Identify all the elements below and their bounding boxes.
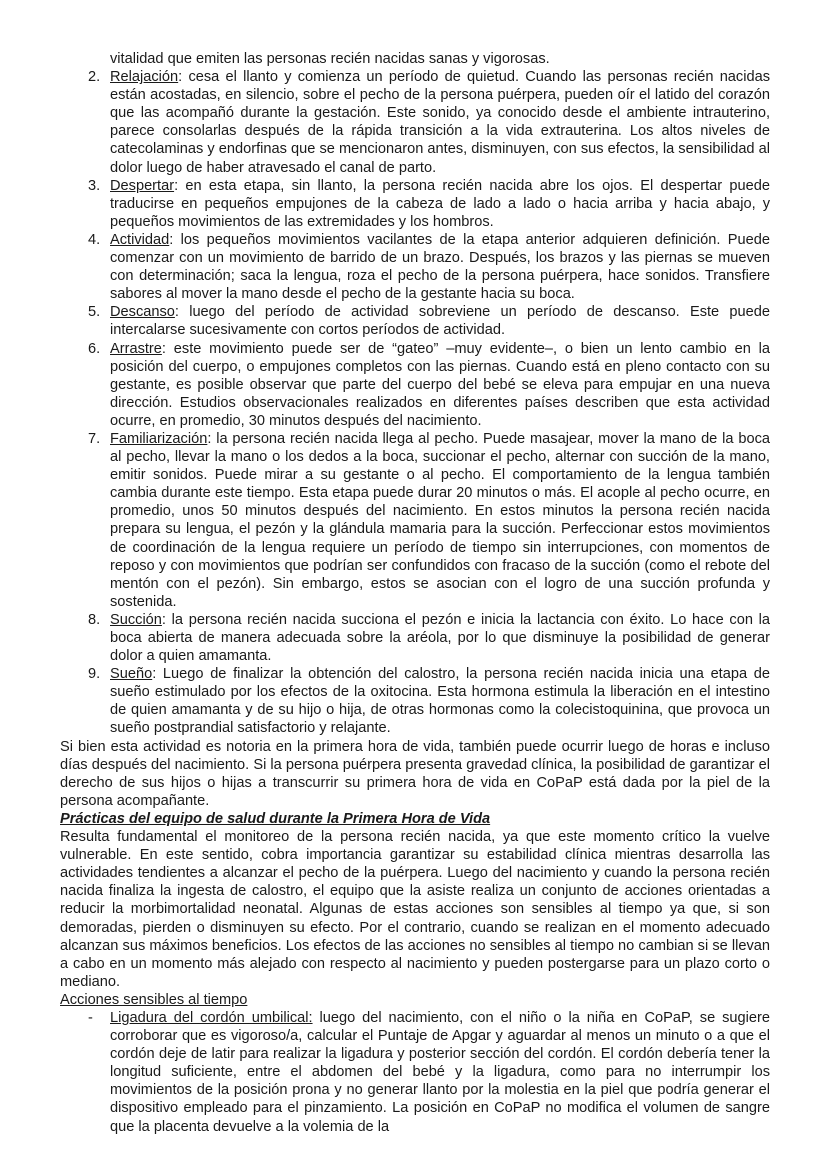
item-number: 2. xyxy=(88,69,101,86)
stage-text: : la persona recién nacida succiona el pezón e inicia la lactancia con éxito. Lo hace con la boca abierta de manera adecuada sobre la aréola, por lo que disminuye la posibilidad de generar dolor a quien amamanta. xyxy=(110,611,770,665)
stage-text: : los pequeños movimientos vacilantes de la etapa anterior adquieren definición. Puede comenzar con un movimiento de barrido de un brazo. Después, los brazos y las piernas se mueven con determinación; saca la lengua, roza el pecho de la persona puérpera, hace sonidos. Transfiere sabores al mover la mano desde el pecho de la gestante hacia su boca. xyxy=(110,231,770,303)
list-item xyxy=(60,231,770,303)
list-item xyxy=(60,68,770,177)
stage-term: Succión xyxy=(110,611,162,628)
list-item xyxy=(60,665,770,737)
continuation-text: vitalidad que emiten las personas recién nacidas sanas y vigorosas. xyxy=(110,51,550,67)
stage-text: : cesa el llanto y comienza un período de quietud. Cuando las personas recién nacidas están acostadas, en silencio, sobre el pecho de la persona puérpera, pueden oír el latido del corazón que las acompañó durante la gestación. Este sonido, ya conocido desde el ambiente intrauterino, parece consolarlas después de la rápida transición a la vida extrauterina. Los altos niveles de catecolaminas y endorfinas que se mencionaron antes, disminuyen, con sus efectos, la sensibilidad al dolor luego de haber atravesado el canal de parto. xyxy=(110,69,770,176)
action-text: luego del nacimiento, con el niño o la niña en CoPaP, se sugiere corroborar que es vigoroso/a, calcular el Puntaje de Apgar y aguardar al menos un minuto o a que el cordón deje de latir para realizar la ligadura y posterior sección del cordón. El cordón debería tener la longitud suficiente, entre el abdomen del bebé y la ligadura, como para no interrumpir los movimientos de la posición prona y no generar llanto por la molestia en la piel que podría generar el dispositivo empleado para el pinzamiento. La posición en CoPaP no modifica el volumen de sangre que la placenta devuelve a la volemia de la xyxy=(110,1009,771,1135)
stages-list xyxy=(60,68,770,737)
stage-text: : este movimiento puede ser de “gateo” –muy evidente–, o bien un lento cambio en la posición del cuerpo, o empujones completos con las piernas. Cuando está en pleno contacto con su gestante, es posible observar que parte del cuerpo del bebé se eleva para empujar en una nueva dirección. Estudios observacionales realizados en diferentes países describen que esta actividad ocurre, en promedio, 30 minutos después del nacimiento. xyxy=(110,340,770,429)
list-item xyxy=(60,611,770,665)
section-heading: Prácticas del equipo de salud durante la Primera Hora de Vida xyxy=(60,810,491,827)
stage-term: Arrastre xyxy=(110,340,162,357)
stage-term: Familiarización xyxy=(110,430,208,447)
item-number: 6. xyxy=(88,340,101,357)
list-item xyxy=(60,340,770,430)
list-bullet: - xyxy=(88,1009,93,1026)
item-number: 3. xyxy=(88,177,101,194)
list-item xyxy=(60,303,770,339)
list-item xyxy=(60,1009,770,1136)
item-number: 8. xyxy=(88,611,101,628)
stage-text: : Luego de finalizar la obtención del calostro, la persona recién nacida inicia una etapa de sueño estimulado por los efectos de la oxitocina. Esta hormona estimula la liberación en el intestino de quien amamanta y de su hijo o hija, de otras hormonas como la colecistoquinina, que provoca un sueño postprandial satisfactorio y relajante. xyxy=(110,666,770,737)
item-number: 9. xyxy=(88,666,101,683)
stage-text: : en esta etapa, sin llanto, la persona recién nacida abre los ojos. El despertar puede traducirse en pequeños empujones de la cabeza de lado a lado o hacia arriba y hacia abajo, y pequeños movimientos de las extremidades y los hombros. xyxy=(110,177,770,230)
item-number: 7. xyxy=(88,430,101,447)
item-number: 5. xyxy=(88,304,101,321)
item-number: 4. xyxy=(88,231,101,248)
list-item xyxy=(60,177,770,231)
actions-list xyxy=(60,1009,770,1136)
paragraph-after-list: Si bien esta actividad es notoria en la primera hora de vida, también puede ocurrir luego de horas e incluso días después del nacimiento. Si la persona puérpera presenta gravedad clínica, la posibilidad de garantizar el derecho de sus hijos o hijas a transcurrir su primera hora de vida en CoPaP está dada por la piel de la persona acompañante. xyxy=(60,738,770,809)
stage-text: : la persona recién nacida llega al pecho. Puede masajear, mover la mano de la boca al pecho, llevar la mano o los dedos a la boca, succionar el pecho, alternar con succión de la mano, emitir sonidos. Puede mirar a su gestante o al pecho. El comportamiento de la lengua también cambia durante este tiempo. Esta etapa puede durar 20 minutos o más. El acople al pecho ocurre, en promedio, unos 50 minutos después del nacimiento. En estos minutos la persona recién nacida prepara su lengua, el pezón y la glándula mamaria para la succión. Perfeccionar estos movimientos de coordinación de la lengua requiere un período de tiempo sin interrupciones, con momentos de reposo y con movimientos que podrían ser confundidos con fracaso de la succión (como el rebote del mentón con el pezón). Sin embargo, estos se asocian con el logro de una succión profunda y sostenida. xyxy=(110,430,770,610)
stage-term: Relajación xyxy=(110,69,179,86)
stage-text: : luego del período de actividad sobreviene un período de descanso. Este puede intercalarse sucesivamente con cortos períodos de actividad. xyxy=(110,304,770,339)
stage-term: Despertar xyxy=(110,177,175,194)
stage-term: Descanso xyxy=(110,304,175,321)
stage-term: Sueño xyxy=(110,666,153,683)
subheading: Acciones sensibles al tiempo xyxy=(60,991,248,1008)
list-item xyxy=(60,430,770,611)
section-paragraph: Resulta fundamental el monitoreo de la persona recién nacida, ya que este momento crítico la vuelve vulnerable. En este sentido, cobra importancia garantizar su estabilidad clínica mientras desarrolla las actividades tendientes a alcanzar el pecho de la puérpera. Luego del nacimiento y cuando la persona recién nacida finaliza la ingesta de calostro, el equipo que la asiste realiza un conjunto de acciones orientadas a reducir la morbimortalidad neonatal. Algunas de estas acciones son sensibles al tiempo ya que, si son demoradas, pierden o disminuyen su efecto. Por el contrario, cuando se realizan en el momento adecuado alcanzan sus máximos beneficios. Los efectos de las acciones no sensibles al tiempo no cambian si se llevan a cabo en un momento más alejado con respecto al nacimiento y pueden postergarse para un plazo corto o mediano. xyxy=(60,829,770,990)
stage-term: Actividad xyxy=(110,231,170,248)
action-term: Ligadura del cordón umbilical: xyxy=(110,1009,313,1026)
